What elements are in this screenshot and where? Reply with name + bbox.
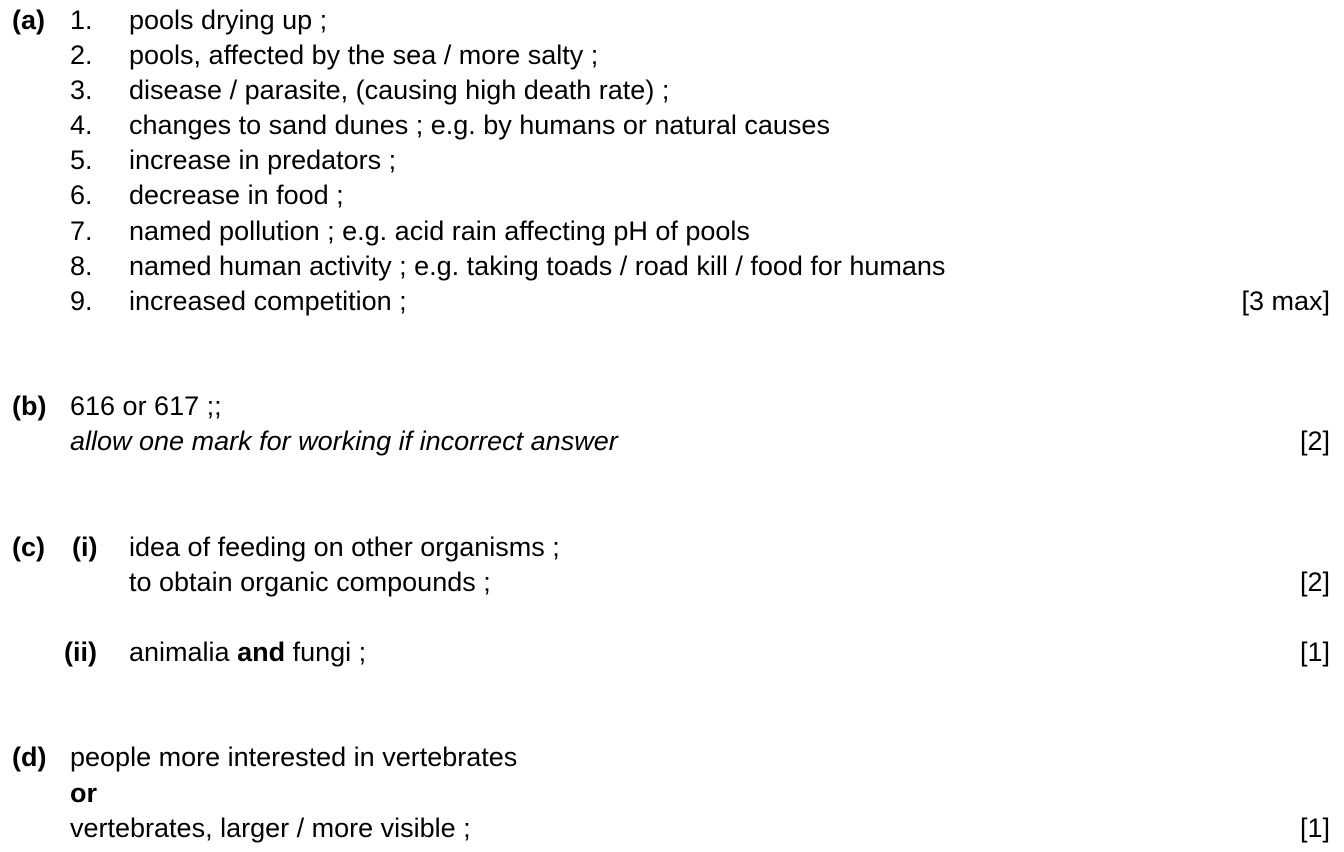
list-item: named human activity ; e.g. taking toads / road kill / food for humans xyxy=(129,251,946,281)
list-item-number: 3. xyxy=(70,75,93,105)
part-a-marks: [3 max] xyxy=(1241,286,1330,316)
part-c-ii-text-after: fungi ; xyxy=(285,637,367,667)
part-d-marks: [1] xyxy=(1299,813,1330,843)
list-item-number: 2. xyxy=(70,40,93,70)
part-c-ii-and: and xyxy=(237,637,286,667)
part-b-answer: 616 or 617 ;; xyxy=(70,391,222,421)
part-c-ii-marks: [1] xyxy=(1299,637,1330,667)
list-item: pools drying up ; xyxy=(129,5,328,35)
list-item: increased competition ; xyxy=(129,286,407,316)
list-item-number: 5. xyxy=(70,145,93,175)
part-b-marks: [2] xyxy=(1299,426,1330,456)
part-b-note: allow one mark for working if incorrect answer xyxy=(70,426,618,456)
part-a-label: (a) xyxy=(12,5,45,35)
part-c-ii-answer xyxy=(129,635,366,670)
part-c-i-label: (i) xyxy=(72,532,98,562)
list-item-number: 4. xyxy=(70,110,93,140)
list-item: named pollution ; e.g. acid rain affecting pH of pools xyxy=(129,216,750,246)
part-b-label: (b) xyxy=(12,391,47,421)
part-d-line2: vertebrates, larger / more visible ; xyxy=(70,813,471,843)
part-d-line1: people more interested in vertebrates xyxy=(70,742,518,772)
part-d-or: or xyxy=(70,778,97,808)
list-item: decrease in food ; xyxy=(129,180,344,210)
list-item-number: 9. xyxy=(70,286,93,316)
part-c-i-marks: [2] xyxy=(1299,567,1330,597)
list-item-number: 8. xyxy=(70,251,93,281)
list-item: changes to sand dunes ; e.g. by humans or natural causes xyxy=(129,110,830,140)
part-c-label: (c) xyxy=(12,532,45,562)
list-item: pools, affected by the sea / more salty ; xyxy=(129,40,599,70)
list-item: disease / parasite, (causing high death rate) ; xyxy=(129,75,670,105)
list-item: increase in predators ; xyxy=(129,145,397,175)
list-item-number: 7. xyxy=(70,216,93,246)
part-d-label: (d) xyxy=(12,742,47,772)
part-c-ii-label: (ii) xyxy=(64,637,97,667)
part-c-i-line1: idea of feeding on other organisms ; xyxy=(129,532,560,562)
part-c-ii-text-before: animalia xyxy=(129,637,238,667)
list-item-number: 1. xyxy=(70,5,93,35)
part-c-i-line2: to obtain organic compounds ; xyxy=(129,567,491,597)
list-item-number: 6. xyxy=(70,180,93,210)
